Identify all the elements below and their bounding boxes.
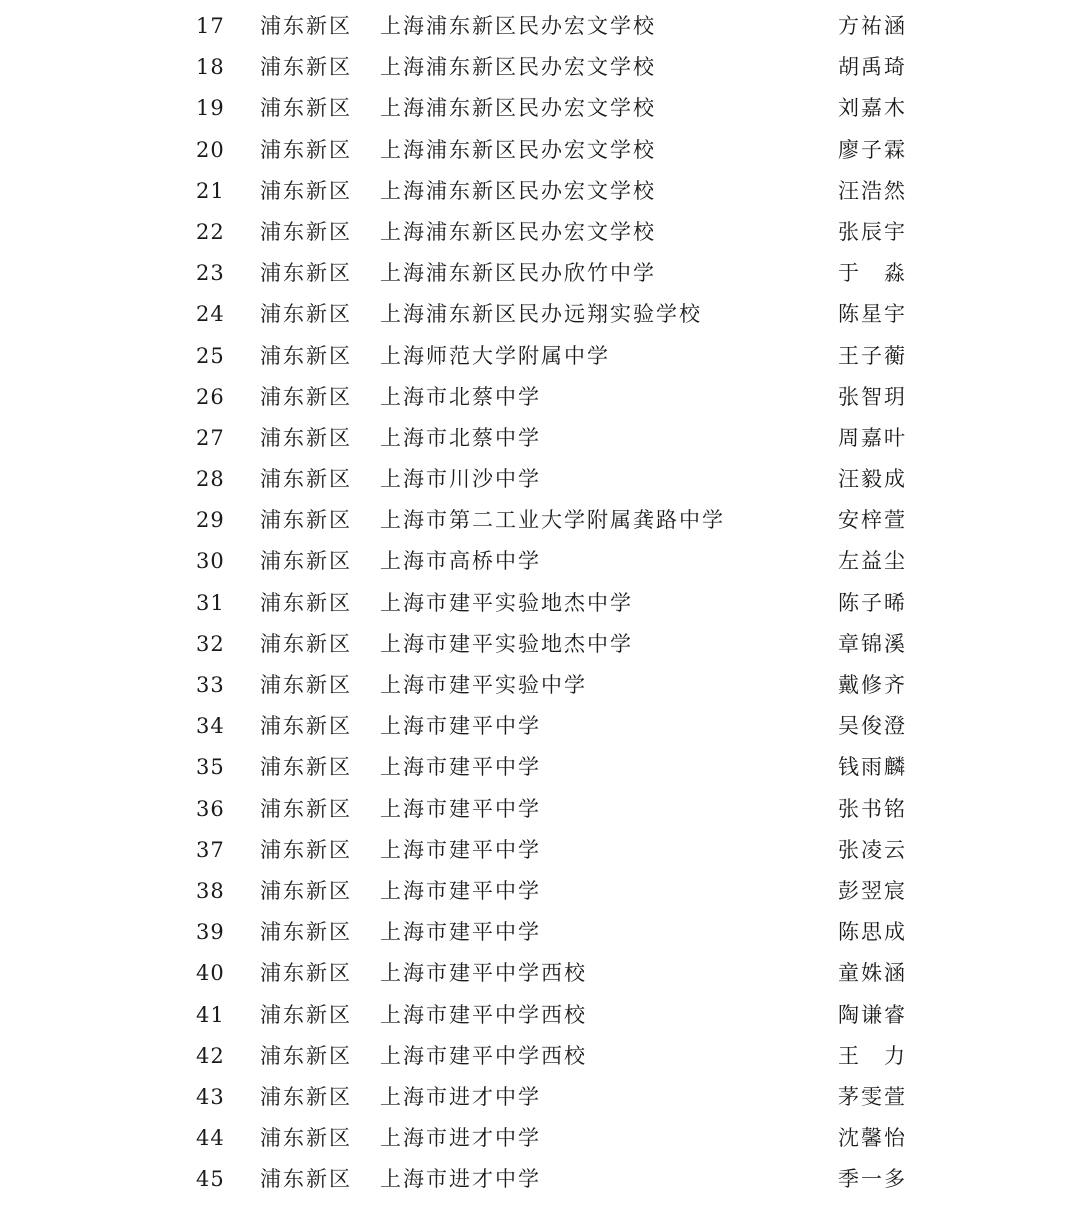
student-name-cell: 王 力 (838, 1043, 907, 1068)
table-row (0, 212, 1080, 253)
table-row (0, 6, 1080, 47)
district-cell: 浦东新区 (260, 1126, 352, 1151)
table-row (0, 377, 1080, 418)
student-name-cell: 张智玥 (838, 384, 907, 409)
student-name-cell: 陈子晞 (838, 590, 907, 615)
row-number: 37 (196, 837, 225, 862)
table-row (0, 130, 1080, 171)
student-name-cell: 陈星宇 (838, 302, 907, 327)
student-name-cell: 廖子霖 (838, 137, 907, 162)
school-cell: 上海市建平中学 (380, 796, 541, 821)
district-cell: 浦东新区 (260, 673, 352, 697)
district-cell: 浦东新区 (260, 96, 352, 121)
student-name-cell: 沈馨怡 (838, 1126, 907, 1151)
school-cell: 上海市建平实验地杰中学 (380, 590, 633, 615)
table-row (0, 418, 1080, 459)
table-row (0, 583, 1080, 624)
district-cell: 浦东新区 (260, 508, 352, 533)
district-cell: 浦东新区 (260, 796, 352, 821)
district-cell: 浦东新区 (260, 549, 352, 574)
table-row (0, 789, 1080, 830)
school-cell: 上海市进才中学 (380, 1126, 541, 1151)
row-number: 40 (196, 961, 225, 986)
row-number: 28 (196, 467, 225, 492)
school-cell: 上海市建平中学 (380, 878, 541, 903)
student-name-cell: 季一多 (838, 1167, 907, 1192)
district-cell: 浦东新区 (260, 1043, 352, 1068)
row-number: 26 (196, 384, 225, 409)
school-cell: 上海师范大学附属中学 (380, 343, 610, 368)
student-name-cell: 于 淼 (838, 261, 907, 286)
table-row (0, 1077, 1080, 1118)
table-row (0, 88, 1080, 129)
district-cell: 浦东新区 (260, 878, 352, 903)
table-row (0, 953, 1080, 994)
school-cell: 上海市进才中学 (380, 1167, 541, 1192)
row-number: 31 (196, 590, 225, 615)
row-number: 18 (196, 55, 225, 80)
table-row (0, 995, 1080, 1036)
student-name-cell: 左益尘 (838, 549, 907, 574)
student-name-cell: 陈思成 (838, 920, 907, 945)
table-row (0, 541, 1080, 582)
row-number: 29 (196, 508, 225, 533)
row-number: 43 (196, 1084, 225, 1109)
school-cell: 上海浦东新区民办远翔实验学校 (380, 302, 702, 327)
school-cell: 上海市进才中学 (380, 1084, 541, 1109)
row-number: 33 (196, 673, 225, 697)
table-row (0, 459, 1080, 500)
table-row (0, 912, 1080, 953)
school-cell: 上海市北蔡中学 (380, 425, 541, 450)
student-name-cell: 童姝涵 (838, 961, 907, 986)
row-number: 17 (196, 14, 225, 38)
row-number: 45 (196, 1167, 225, 1192)
district-cell: 浦东新区 (260, 1167, 352, 1192)
school-cell: 上海浦东新区民办宏文学校 (380, 55, 656, 80)
student-name-cell: 章锦溪 (838, 631, 907, 656)
district-cell: 浦东新区 (260, 755, 352, 780)
row-number: 36 (196, 796, 225, 821)
district-cell: 浦东新区 (260, 55, 352, 80)
school-cell: 上海市建平中学西校 (380, 1043, 587, 1068)
student-name-cell: 刘嘉木 (838, 96, 907, 121)
district-cell: 浦东新区 (260, 1084, 352, 1109)
district-cell: 浦东新区 (260, 261, 352, 286)
row-number: 30 (196, 549, 225, 574)
table-row (0, 1118, 1080, 1159)
table-row (0, 47, 1080, 88)
district-cell: 浦东新区 (260, 961, 352, 986)
school-cell: 上海市建平中学 (380, 837, 541, 862)
school-cell: 上海市建平中学西校 (380, 1002, 587, 1027)
row-number: 23 (196, 261, 225, 286)
district-cell: 浦东新区 (260, 137, 352, 162)
district-cell: 浦东新区 (260, 343, 352, 368)
student-name-cell: 胡禹琦 (838, 55, 907, 80)
row-number: 22 (196, 219, 225, 244)
district-cell: 浦东新区 (260, 631, 352, 656)
row-number: 42 (196, 1043, 225, 1068)
table-row (0, 1159, 1080, 1200)
row-number: 25 (196, 343, 225, 368)
district-cell: 浦东新区 (260, 219, 352, 244)
district-cell: 浦东新区 (260, 590, 352, 615)
row-number: 32 (196, 631, 225, 656)
row-number: 35 (196, 755, 225, 780)
table-row (0, 706, 1080, 747)
student-name-cell: 周嘉叶 (838, 425, 907, 450)
student-name-cell: 戴修齐 (838, 673, 907, 697)
district-cell: 浦东新区 (260, 467, 352, 492)
district-cell: 浦东新区 (260, 837, 352, 862)
row-number: 21 (196, 178, 225, 203)
award-list-table (0, 6, 1080, 1200)
school-cell: 上海浦东新区民办宏文学校 (380, 96, 656, 121)
school-cell: 上海市北蔡中学 (380, 384, 541, 409)
school-cell: 上海市川沙中学 (380, 467, 541, 492)
district-cell: 浦东新区 (260, 302, 352, 327)
school-cell: 上海浦东新区民办宏文学校 (380, 219, 656, 244)
district-cell: 浦东新区 (260, 14, 352, 38)
row-number: 19 (196, 96, 225, 121)
school-cell: 上海浦东新区民办宏文学校 (380, 14, 656, 38)
district-cell: 浦东新区 (260, 384, 352, 409)
table-row (0, 294, 1080, 335)
student-name-cell: 王子蘅 (838, 343, 907, 368)
school-cell: 上海市建平中学 (380, 920, 541, 945)
student-name-cell: 钱雨麟 (838, 755, 907, 780)
row-number: 39 (196, 920, 225, 945)
school-cell: 上海浦东新区民办宏文学校 (380, 137, 656, 162)
table-row (0, 171, 1080, 212)
district-cell: 浦东新区 (260, 1002, 352, 1027)
table-row (0, 500, 1080, 541)
student-name-cell: 安梓萱 (838, 508, 907, 533)
table-row (0, 1036, 1080, 1077)
row-number: 34 (196, 714, 225, 739)
student-name-cell: 茅雯萱 (838, 1084, 907, 1109)
school-cell: 上海市建平中学西校 (380, 961, 587, 986)
table-row (0, 747, 1080, 788)
row-number: 27 (196, 425, 225, 450)
school-cell: 上海市建平实验中学 (380, 673, 587, 697)
row-number: 41 (196, 1002, 225, 1027)
school-cell: 上海市高桥中学 (380, 549, 541, 574)
row-number: 20 (196, 137, 225, 162)
table-row (0, 336, 1080, 377)
district-cell: 浦东新区 (260, 425, 352, 450)
row-number: 24 (196, 302, 225, 327)
student-name-cell: 汪毅成 (838, 467, 907, 492)
student-name-cell: 吴俊澄 (838, 714, 907, 739)
school-cell: 上海市建平实验地杰中学 (380, 631, 633, 656)
student-name-cell: 张凌云 (838, 837, 907, 862)
school-cell: 上海浦东新区民办宏文学校 (380, 178, 656, 203)
row-number: 44 (196, 1126, 225, 1151)
row-number: 38 (196, 878, 225, 903)
table-row (0, 830, 1080, 871)
student-name-cell: 方祐涵 (838, 14, 907, 38)
district-cell: 浦东新区 (260, 178, 352, 203)
school-cell: 上海市建平中学 (380, 755, 541, 780)
school-cell: 上海市建平中学 (380, 714, 541, 739)
student-name-cell: 张辰宇 (838, 219, 907, 244)
student-name-cell: 张书铭 (838, 796, 907, 821)
table-row (0, 624, 1080, 665)
district-cell: 浦东新区 (260, 920, 352, 945)
student-name-cell: 陶谦睿 (838, 1002, 907, 1027)
table-row (0, 871, 1080, 912)
student-name-cell: 彭翌宸 (838, 878, 907, 903)
school-cell: 上海浦东新区民办欣竹中学 (380, 261, 656, 286)
table-row (0, 665, 1080, 706)
school-cell: 上海市第二工业大学附属龚路中学 (380, 508, 725, 533)
district-cell: 浦东新区 (260, 714, 352, 739)
table-row (0, 253, 1080, 294)
student-name-cell: 汪浩然 (838, 178, 907, 203)
